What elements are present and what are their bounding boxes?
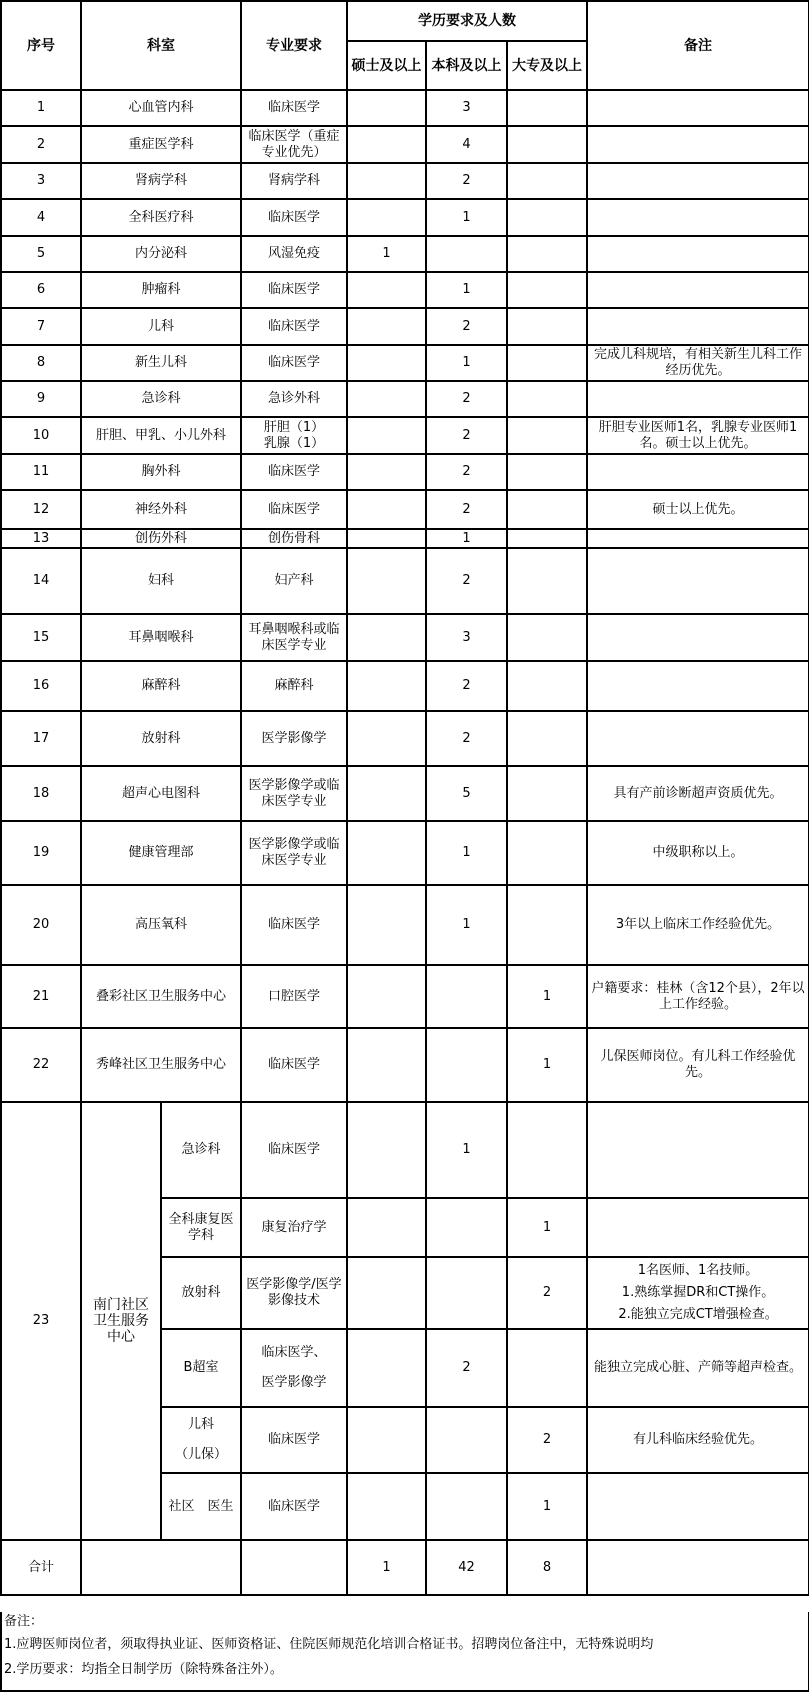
bachelor-count-cell — [426, 1028, 507, 1102]
remark-cell-line: 1.熟练掌握DR和CT操作。 — [621, 1285, 775, 1300]
table-row — [1, 766, 809, 821]
college-count-cell: 2 — [507, 1257, 587, 1329]
master-count-cell — [347, 454, 426, 490]
seq-cell: 15 — [1, 614, 81, 661]
dept-cell: 胸外科 — [81, 454, 241, 490]
master-count-cell — [347, 90, 426, 126]
seq-cell: 8 — [1, 345, 81, 381]
table-row — [1, 272, 809, 308]
major-cell: 临床医学 — [241, 199, 347, 236]
total-master-cell: 1 — [347, 1540, 426, 1595]
master-count-cell — [347, 965, 426, 1028]
dept-cell: 叠彩社区卫生服务中心 — [81, 965, 241, 1028]
bachelor-count-cell: 1 — [426, 885, 507, 965]
major-cell: 风湿免疫 — [241, 236, 347, 272]
sub-dept-cell-line: （儿保） — [174, 1447, 227, 1462]
table-body — [1, 90, 809, 1595]
total-remark-cell — [587, 1540, 809, 1595]
major-cell: 医学影像学或临床医学专业 — [241, 766, 347, 821]
sub-dept-cell: B超室 — [161, 1329, 241, 1407]
dept-cell: 重症医学科 — [81, 126, 241, 163]
college-count-cell — [507, 126, 587, 163]
dept-cell: 儿科 — [81, 308, 241, 345]
total-label-cell: 合计 — [1, 1540, 81, 1595]
footer-line-2: 2.学历要求：均指全日制学历（除特殊备注外）。 — [4, 1662, 283, 1677]
major-cell: 妇产科 — [241, 548, 347, 614]
remark-cell — [587, 417, 809, 454]
remark-cell — [587, 711, 809, 766]
header-college: 大专及以上 — [507, 41, 587, 90]
remark-cell — [587, 885, 809, 965]
bachelor-count-cell: 2 — [426, 163, 507, 199]
major-cell: 临床医学 — [241, 454, 347, 490]
dept-cell: 麻醉科 — [81, 661, 241, 711]
bachelor-count-cell — [426, 236, 507, 272]
seq-cell: 9 — [1, 381, 81, 417]
footer-notes — [0, 1612, 809, 1692]
dept-cell: 肾病学科 — [81, 163, 241, 199]
seq-cell: 22 — [1, 1028, 81, 1102]
seq-cell: 16 — [1, 661, 81, 711]
seq-cell: 10 — [1, 417, 81, 454]
seq-cell: 4 — [1, 199, 81, 236]
college-count-cell — [507, 661, 587, 711]
seq-cell: 13 — [1, 529, 81, 548]
bachelor-count-cell — [426, 1473, 507, 1540]
table-row — [1, 711, 809, 766]
footer-title: 备注： — [4, 1614, 44, 1629]
dept-cell: 健康管理部 — [81, 821, 241, 885]
sub-dept-cell: 全科康复医学科 — [161, 1198, 241, 1257]
major-cell: 临床医学 — [241, 1102, 347, 1198]
college-count-cell — [507, 1102, 587, 1198]
bachelor-count-cell: 2 — [426, 454, 507, 490]
seq-cell: 7 — [1, 308, 81, 345]
college-count-cell — [507, 199, 587, 236]
remark-cell-line: 肝胆专业医师1名，乳腺专业医师1名。硕士以上优先。 — [598, 419, 798, 451]
table-row — [1, 821, 809, 885]
major-cell: 麻醉科 — [241, 661, 347, 711]
remark-cell-line: 具有产前诊断超声资质优先。 — [613, 785, 783, 801]
college-count-cell — [507, 711, 587, 766]
remark-cell — [587, 454, 809, 490]
college-count-cell — [507, 236, 587, 272]
remark-cell-line: 儿保医师岗位。有儿科工作经验优先。 — [600, 1049, 796, 1080]
remark-cell — [587, 308, 809, 345]
master-count-cell — [347, 490, 426, 529]
college-count-cell — [507, 454, 587, 490]
dept-cell: 妇科 — [81, 548, 241, 614]
table-row — [1, 885, 809, 965]
master-count-cell — [347, 1028, 426, 1102]
total-row — [1, 1540, 809, 1595]
seq-cell: 11 — [1, 454, 81, 490]
bachelor-count-cell: 2 — [426, 1329, 507, 1407]
remark-cell — [587, 529, 809, 548]
table-row — [1, 529, 809, 548]
bachelor-count-cell: 3 — [426, 614, 507, 661]
bachelor-count-cell — [426, 1257, 507, 1329]
major-cell: 临床医学 — [241, 90, 347, 126]
college-count-cell: 1 — [507, 965, 587, 1028]
master-count-cell — [347, 821, 426, 885]
master-count-cell — [347, 1102, 426, 1198]
major-cell: 临床医学 — [241, 1473, 347, 1540]
master-count-cell — [347, 199, 426, 236]
major-cell: 康复治疗学 — [241, 1198, 347, 1257]
dept-cell: 超声心电图科 — [81, 766, 241, 821]
seq-cell: 20 — [1, 885, 81, 965]
seq-cell: 12 — [1, 490, 81, 529]
bachelor-count-cell: 2 — [426, 417, 507, 454]
remark-cell — [587, 126, 809, 163]
remark-cell — [587, 1257, 809, 1329]
remark-cell — [587, 1329, 809, 1407]
seq-cell: 5 — [1, 236, 81, 272]
major-cell: 口腔医学 — [241, 965, 347, 1028]
seq-cell: 6 — [1, 272, 81, 308]
college-count-cell: 1 — [507, 1028, 587, 1102]
college-count-cell — [507, 885, 587, 965]
master-count-cell — [347, 1329, 426, 1407]
bachelor-count-cell: 1 — [426, 345, 507, 381]
seq-cell: 17 — [1, 711, 81, 766]
college-count-cell — [507, 821, 587, 885]
bachelor-count-cell: 1 — [426, 272, 507, 308]
remark-cell — [587, 614, 809, 661]
seq-cell: 2 — [1, 126, 81, 163]
major-cell: 临床医学 — [241, 272, 347, 308]
dept-cell: 创伤外科 — [81, 529, 241, 548]
master-count-cell — [347, 126, 426, 163]
remark-cell-line: 完成儿科规培，有相关新生儿科工作经历优先。 — [594, 347, 803, 378]
college-count-cell — [507, 766, 587, 821]
bachelor-count-cell — [426, 1198, 507, 1257]
remark-cell-line: 1名医师、1名技师。 — [637, 1263, 759, 1278]
major-cell: 临床医学 — [241, 1028, 347, 1102]
header-edu-group: 学历要求及人数 — [347, 1, 587, 41]
remark-cell — [587, 90, 809, 126]
sub-dept-cell-line: 儿科 — [187, 1417, 214, 1432]
major-cell-line: 医学影像学 — [261, 1375, 327, 1390]
center-cell: 南门社区卫生服务中心 — [81, 1102, 161, 1540]
total-major-cell — [241, 1540, 347, 1595]
major-cell: 急诊外科 — [241, 381, 347, 417]
sub-dept-cell — [161, 1407, 241, 1473]
total-college-cell: 8 — [507, 1540, 587, 1595]
bachelor-count-cell — [426, 1407, 507, 1473]
sub-dept-cell: 放射科 — [161, 1257, 241, 1329]
bachelor-count-cell — [426, 965, 507, 1028]
total-bachelor-cell: 42 — [426, 1540, 507, 1595]
remark-cell-line: 户籍要求：桂林（含12个县），2年以上工作经验。 — [591, 980, 805, 1012]
bachelor-count-cell: 2 — [426, 548, 507, 614]
seq-cell: 18 — [1, 766, 81, 821]
header-seq: 序号 — [1, 1, 81, 90]
table-row — [1, 614, 809, 661]
college-count-cell — [507, 272, 587, 308]
master-count-cell — [347, 661, 426, 711]
dept-cell: 全科医疗科 — [81, 199, 241, 236]
remark-cell-line: 中级职称以上。 — [652, 845, 744, 860]
major-cell: 医学影像学/医学影像技术 — [241, 1257, 347, 1329]
college-count-cell — [507, 308, 587, 345]
master-count-cell — [347, 529, 426, 548]
college-count-cell — [507, 529, 587, 548]
table-row — [1, 381, 809, 417]
major-cell-line: 临床医学、 — [261, 1345, 327, 1360]
master-count-cell: 1 — [347, 236, 426, 272]
college-count-cell: 1 — [507, 1473, 587, 1540]
bachelor-count-cell: 2 — [426, 308, 507, 345]
major-cell: 临床医学 — [241, 490, 347, 529]
remark-cell-line: 3年以上临床工作经验优先。 — [615, 917, 781, 932]
major-cell: 临床医学 — [241, 1407, 347, 1473]
college-count-cell — [507, 490, 587, 529]
remark-cell — [587, 1198, 809, 1257]
dept-cell: 耳鼻咽喉科 — [81, 614, 241, 661]
master-count-cell — [347, 885, 426, 965]
dept-cell: 新生儿科 — [81, 345, 241, 381]
major-cell: 临床医学 — [241, 345, 347, 381]
bachelor-count-cell: 5 — [426, 766, 507, 821]
table-row — [1, 90, 809, 126]
remark-cell — [587, 821, 809, 885]
remark-cell — [587, 272, 809, 308]
header-dept: 科室 — [81, 1, 241, 90]
master-count-cell — [347, 711, 426, 766]
footer-line-1: 1.应聘医师岗位者，须取得执业证、医师资格证、住院医师规范化培训合格证书。招聘岗位备注中，无特殊说明均 — [4, 1637, 654, 1652]
dept-cell: 肝胆、甲乳、小儿外科 — [81, 417, 241, 454]
dept-cell: 肿瘤科 — [81, 272, 241, 308]
master-count-cell — [347, 548, 426, 614]
table-row — [1, 661, 809, 711]
dept-cell: 急诊科 — [81, 381, 241, 417]
table-row — [1, 548, 809, 614]
bachelor-count-cell: 1 — [426, 529, 507, 548]
remark-cell-line: 能独立完成心脏、产筛等超声检查。 — [594, 1360, 803, 1375]
master-count-cell — [347, 1407, 426, 1473]
dept-cell: 高压氧科 — [81, 885, 241, 965]
bachelor-count-cell: 2 — [426, 490, 507, 529]
college-count-cell — [507, 345, 587, 381]
remark-cell — [587, 1407, 809, 1473]
seq-cell: 23 — [1, 1102, 81, 1540]
remark-cell — [587, 548, 809, 614]
sub-dept-cell: 急诊科 — [161, 1102, 241, 1198]
table-row — [1, 308, 809, 345]
college-count-cell — [507, 1329, 587, 1407]
master-count-cell — [347, 381, 426, 417]
bachelor-count-cell: 2 — [426, 711, 507, 766]
master-count-cell — [347, 1473, 426, 1540]
dept-cell: 神经外科 — [81, 490, 241, 529]
bachelor-count-cell: 2 — [426, 381, 507, 417]
header-master: 硕士及以上 — [347, 41, 426, 90]
table-row — [1, 236, 809, 272]
master-count-cell — [347, 163, 426, 199]
major-cell: 肾病学科 — [241, 163, 347, 199]
dept-cell: 内分泌科 — [81, 236, 241, 272]
remark-cell — [587, 1102, 809, 1198]
master-count-cell — [347, 345, 426, 381]
major-cell: 耳鼻咽喉科或临床医学专业 — [241, 614, 347, 661]
major-cell: 临床医学 — [241, 885, 347, 965]
header-remark: 备注 — [587, 1, 809, 90]
table-subrow — [1, 1102, 809, 1198]
table-row — [1, 345, 809, 381]
bachelor-count-cell: 1 — [426, 1102, 507, 1198]
seq-cell: 19 — [1, 821, 81, 885]
table-row — [1, 199, 809, 236]
master-count-cell — [347, 272, 426, 308]
master-count-cell — [347, 308, 426, 345]
major-cell: 医学影像学 — [241, 711, 347, 766]
major-cell-line: 肝胆（1） — [263, 419, 325, 435]
dept-cell: 放射科 — [81, 711, 241, 766]
bachelor-count-cell: 2 — [426, 661, 507, 711]
college-count-cell: 1 — [507, 1198, 587, 1257]
major-cell — [241, 1329, 347, 1407]
master-count-cell — [347, 614, 426, 661]
college-count-cell — [507, 614, 587, 661]
major-cell: 创伤骨科 — [241, 529, 347, 548]
college-count-cell: 2 — [507, 1407, 587, 1473]
bachelor-count-cell: 1 — [426, 821, 507, 885]
remark-cell-line: 硕士以上优先。 — [652, 501, 744, 517]
seq-cell: 21 — [1, 965, 81, 1028]
remark-cell — [587, 1473, 809, 1540]
remark-cell — [587, 965, 809, 1028]
remark-cell-line: 有儿科临床经验优先。 — [633, 1432, 764, 1447]
total-dept-cell — [81, 1540, 241, 1595]
bachelor-count-cell: 3 — [426, 90, 507, 126]
remark-cell — [587, 163, 809, 199]
table-row — [1, 126, 809, 163]
remark-cell — [587, 661, 809, 711]
college-count-cell — [507, 163, 587, 199]
college-count-cell — [507, 548, 587, 614]
header-bachelor: 本科及以上 — [426, 41, 507, 90]
header-major: 专业要求 — [241, 1, 347, 90]
dept-cell: 心血管内科 — [81, 90, 241, 126]
remark-cell — [587, 199, 809, 236]
seq-cell: 14 — [1, 548, 81, 614]
remark-cell — [587, 766, 809, 821]
bachelor-count-cell: 1 — [426, 199, 507, 236]
college-count-cell — [507, 381, 587, 417]
remark-cell — [587, 381, 809, 417]
major-cell: 临床医学（重症专业优先） — [241, 126, 347, 163]
remark-cell — [587, 490, 809, 529]
table-row — [1, 490, 809, 529]
major-cell: 临床医学 — [241, 308, 347, 345]
table-row — [1, 163, 809, 199]
major-cell-line: 乳腺（1） — [263, 435, 325, 451]
seq-cell: 1 — [1, 90, 81, 126]
major-cell — [241, 417, 347, 454]
college-count-cell — [507, 417, 587, 454]
remark-cell-line: 2.能独立完成CT增强检查。 — [618, 1307, 778, 1322]
remark-cell — [587, 236, 809, 272]
sub-dept-cell: 社区 医生 — [161, 1473, 241, 1540]
remark-cell — [587, 1028, 809, 1102]
master-count-cell — [347, 1257, 426, 1329]
master-count-cell — [347, 1198, 426, 1257]
master-count-cell — [347, 417, 426, 454]
master-count-cell — [347, 766, 426, 821]
bachelor-count-cell: 4 — [426, 126, 507, 163]
table-row — [1, 417, 809, 454]
college-count-cell — [507, 90, 587, 126]
table-row — [1, 1028, 809, 1102]
table-row — [1, 454, 809, 490]
table-row — [1, 965, 809, 1028]
dept-cell: 秀峰社区卫生服务中心 — [81, 1028, 241, 1102]
seq-cell: 3 — [1, 163, 81, 199]
major-cell: 医学影像学或临床医学专业 — [241, 821, 347, 885]
remark-cell — [587, 345, 809, 381]
